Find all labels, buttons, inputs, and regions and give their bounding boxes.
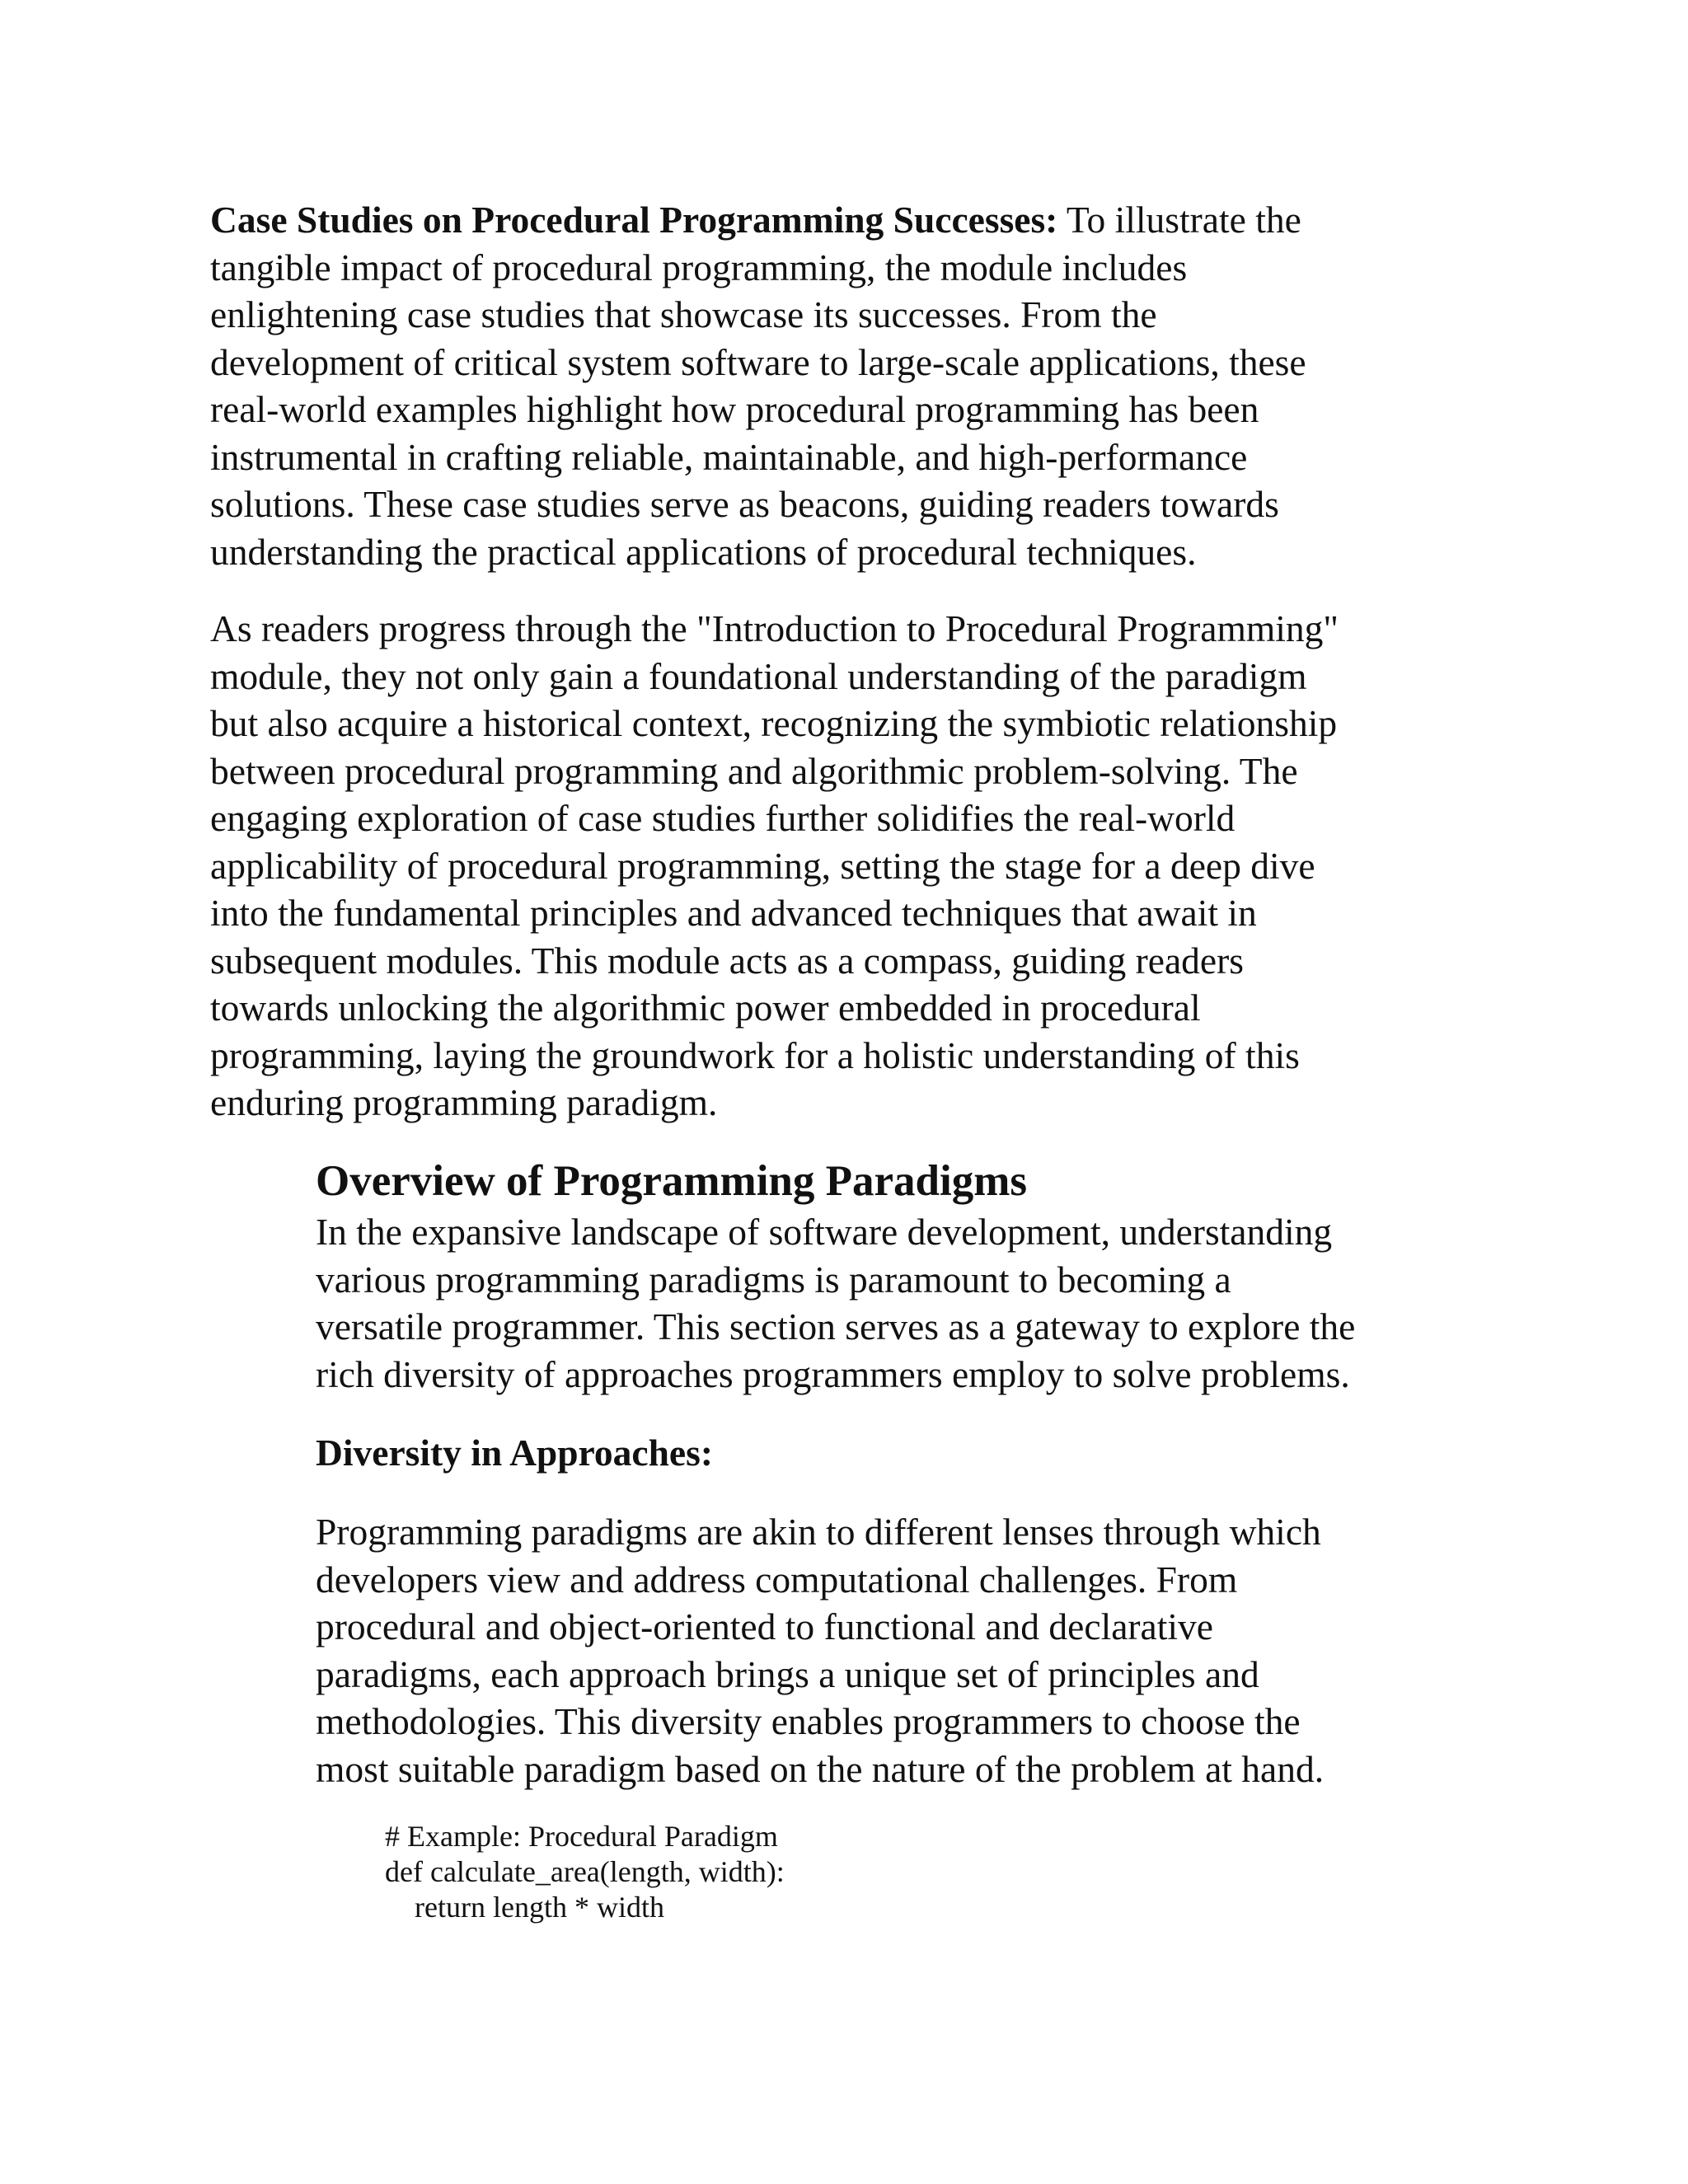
text-line: To illustrate the	[1057, 199, 1301, 241]
text-line: but also acquire a historical context, recognizing the symbiotic relationship	[210, 702, 1338, 744]
text-line: developers view and address computational challenges. From	[316, 1558, 1238, 1601]
text-line: enlightening case studies that showcase its successes. From the	[210, 293, 1157, 335]
section-header	[316, 1154, 1486, 1208]
text-line: paradigms, each approach brings a unique set of principles and	[316, 1652, 1259, 1695]
text-line: between procedural programming and algorithmic problem-solving. The	[210, 749, 1298, 792]
text-line: enduring programming paradigm.	[210, 1081, 718, 1123]
diversity-paragraph	[316, 1508, 1486, 1793]
text-line: methodologies. This diversity enables programmers to choose the	[316, 1700, 1301, 1742]
text-line: tangible impact of procedural programming, the module includes	[210, 246, 1188, 288]
case-studies-paragraph	[210, 196, 1471, 575]
text-line: into the fundamental principles and advanced techniques that await in	[210, 892, 1257, 934]
text-line: programming, laying the groundwork for a holistic understanding of this	[210, 1033, 1300, 1076]
text-line: Programming paradigms are akin to different lenses through which	[316, 1511, 1321, 1553]
text-line: most suitable paradigm based on the nature of the problem at hand.	[316, 1747, 1325, 1790]
text-line: In the expansive landscape of software development, understanding	[316, 1211, 1333, 1253]
text-line: procedural and object-oriented to functional and declarative	[316, 1605, 1213, 1647]
text-line: solutions. These case studies serve as beacons, guiding readers towards	[210, 483, 1279, 525]
diversity-subheading: Diversity in Approaches:	[316, 1432, 713, 1474]
text-line: As readers progress through the "Introduction to Procedural Programming"	[210, 607, 1339, 649]
code-line: def calculate_area(length, width):	[385, 1855, 785, 1888]
text-line: instrumental in crafting reliable, maintainable, and high-performance	[210, 435, 1248, 478]
case-studies-heading: Case Studies on Procedural Programming Successes:	[210, 199, 1058, 241]
text-line: versatile programmer. This section serves as a gateway to explore the	[316, 1305, 1356, 1347]
section-intro-paragraph	[316, 1208, 1486, 1398]
code-line: # Example: Procedural Paradigm	[385, 1820, 778, 1853]
text-line: subsequent modules. This module acts as a compass, guiding readers	[210, 939, 1244, 982]
text-line: applicability of procedural programming, setting the stage for a deep dive	[210, 844, 1315, 887]
code-line: return length * width	[385, 1891, 664, 1924]
text-line: real-world examples highlight how procedural programming has been	[210, 388, 1259, 430]
text-line: module, they not only gain a foundational understanding of the paradigm	[210, 654, 1307, 697]
section-title: Overview of Programming Paradigms	[316, 1157, 1028, 1205]
text-line: towards unlocking the algorithmic power embedded in procedural	[210, 987, 1201, 1029]
text-line: rich diversity of approaches programmers employ to solve problems.	[316, 1352, 1350, 1395]
text-line: various programming paradigms is paramount to becoming a	[316, 1258, 1231, 1301]
code-example	[385, 1819, 785, 1925]
text-line: engaging exploration of case studies further solidifies the real-world	[210, 797, 1236, 839]
text-line: development of critical system software to large-scale applications, these	[210, 340, 1306, 383]
module-summary-paragraph	[210, 605, 1471, 1127]
text-line: understanding the practical applications of procedural techniques.	[210, 530, 1197, 573]
